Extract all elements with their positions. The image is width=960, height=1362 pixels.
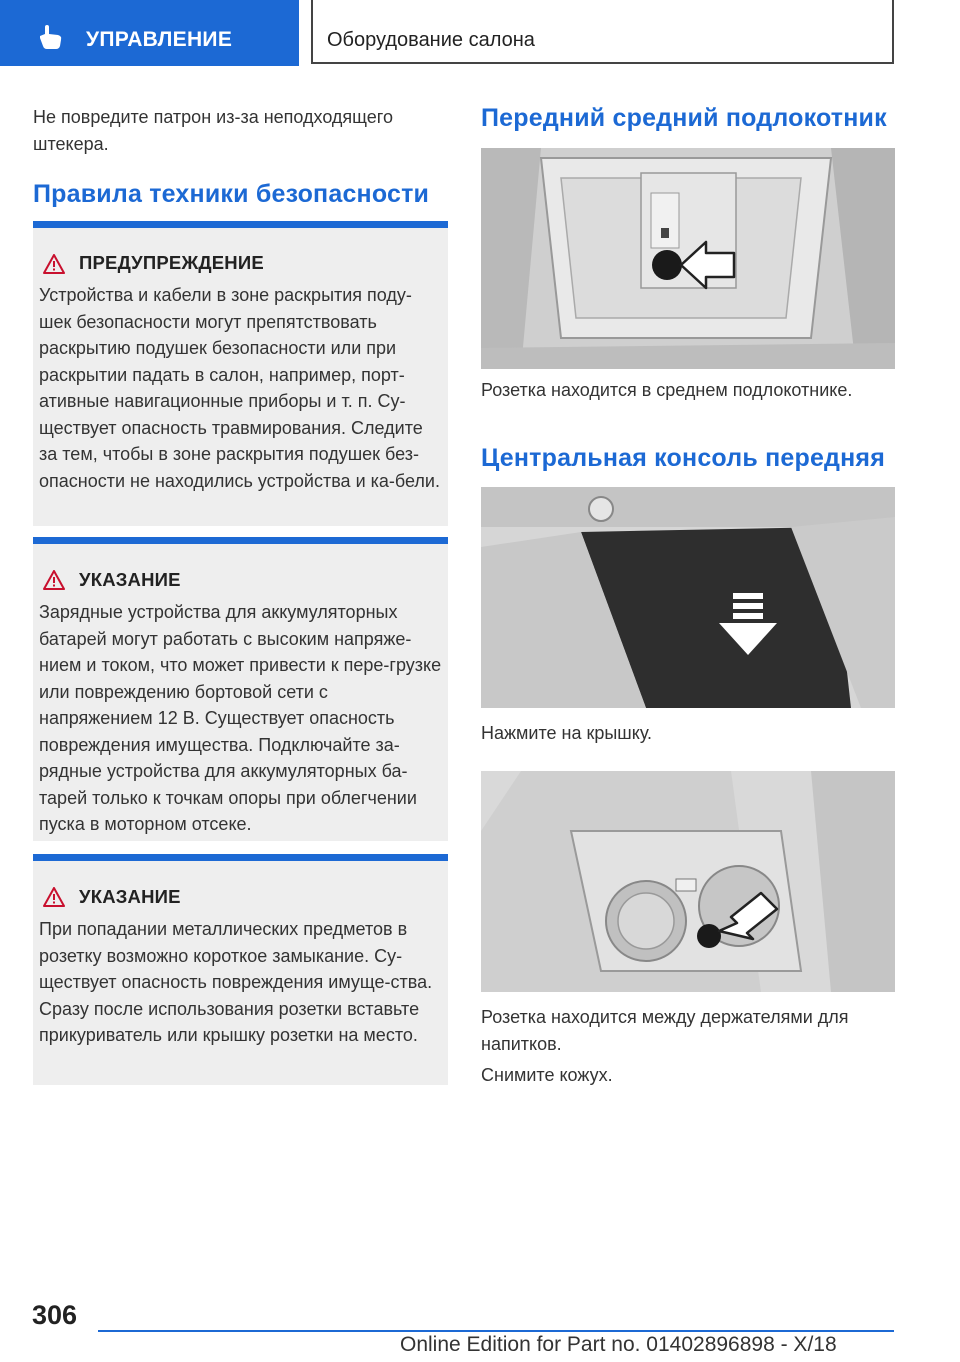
page-number: 306 (32, 1300, 78, 1330)
warning-box (33, 221, 448, 526)
warning-triangle-icon (43, 570, 65, 590)
remove-caption: Снимите кожух. (481, 1065, 613, 1085)
notice-box (33, 854, 448, 1085)
chapter-title: Оборудование салона (327, 29, 535, 51)
intro-text: Не повредите патрон из-за неподходящего штекера. (33, 107, 393, 154)
press-caption: Нажмите на крышку. (481, 723, 653, 743)
console-cover-image (481, 487, 895, 708)
edition-footer: Online Edition for Part no. 01402896898 - X/18 (400, 1333, 837, 1356)
section-label: УПРАВЛЕНИЕ (86, 28, 233, 51)
footer-rule (98, 1330, 894, 1332)
cupholder-socket-image (481, 771, 895, 992)
hand-pointer-icon (36, 24, 66, 50)
warning-title: ПРЕДУПРЕЖДЕНИЕ (79, 252, 264, 273)
warning-text: Устройства и кабели в зоне раскрытия поду-шек безопасности могут препятствовать раскрытию подушек безопасности или при раскрытии падать в салон, например, порт-ативные навигационные приборы и т. п. Су-ществует опасность травмирования. Следите за тем, чтобы в зоне раскрытия подушек без-опасности не находились устройства и ка-бели. (39, 285, 440, 491)
armrest-socket-image (481, 148, 895, 369)
safety-heading: Правила техники безопасности (33, 180, 430, 208)
warning-triangle-icon (43, 887, 65, 907)
warning-triangle-icon (43, 254, 65, 274)
chapter-header (311, 0, 894, 64)
console-heading: Центральная консоль передняя (481, 444, 886, 472)
notice-title: УКАЗАНИЕ (79, 569, 181, 590)
notice-text: При попадании металлических предметов в розетку возможно короткое замыкание. Су-ществует опасность повреждения имуще-ства. Сразу после использования розетки вставьте прикуриватель или крышку розетки на место. (39, 919, 433, 1045)
cupholder-caption: Розетка находится между держателями для напитков. (481, 1007, 849, 1054)
notice-title: УКАЗАНИЕ (79, 886, 181, 907)
armrest-caption: Розетка находится в среднем подлокотнике. (481, 380, 853, 400)
notice-text: Зарядные устройства для аккумуляторных батарей могут работать с высоким напряже-нием и током, что может привести к пере-грузке или повреждению бортовой сети с напряжением 12 В. Существует опасность повреждения имущества. Подключайте за-рядные устройства для аккумуляторных ба-тарей только к точкам опоры при облегчении пуска в моторном отсеке. (39, 602, 442, 834)
section-tab[interactable] (0, 0, 299, 66)
armrest-heading: Передний средний подлокотник (481, 104, 887, 132)
notice-box (33, 537, 448, 841)
